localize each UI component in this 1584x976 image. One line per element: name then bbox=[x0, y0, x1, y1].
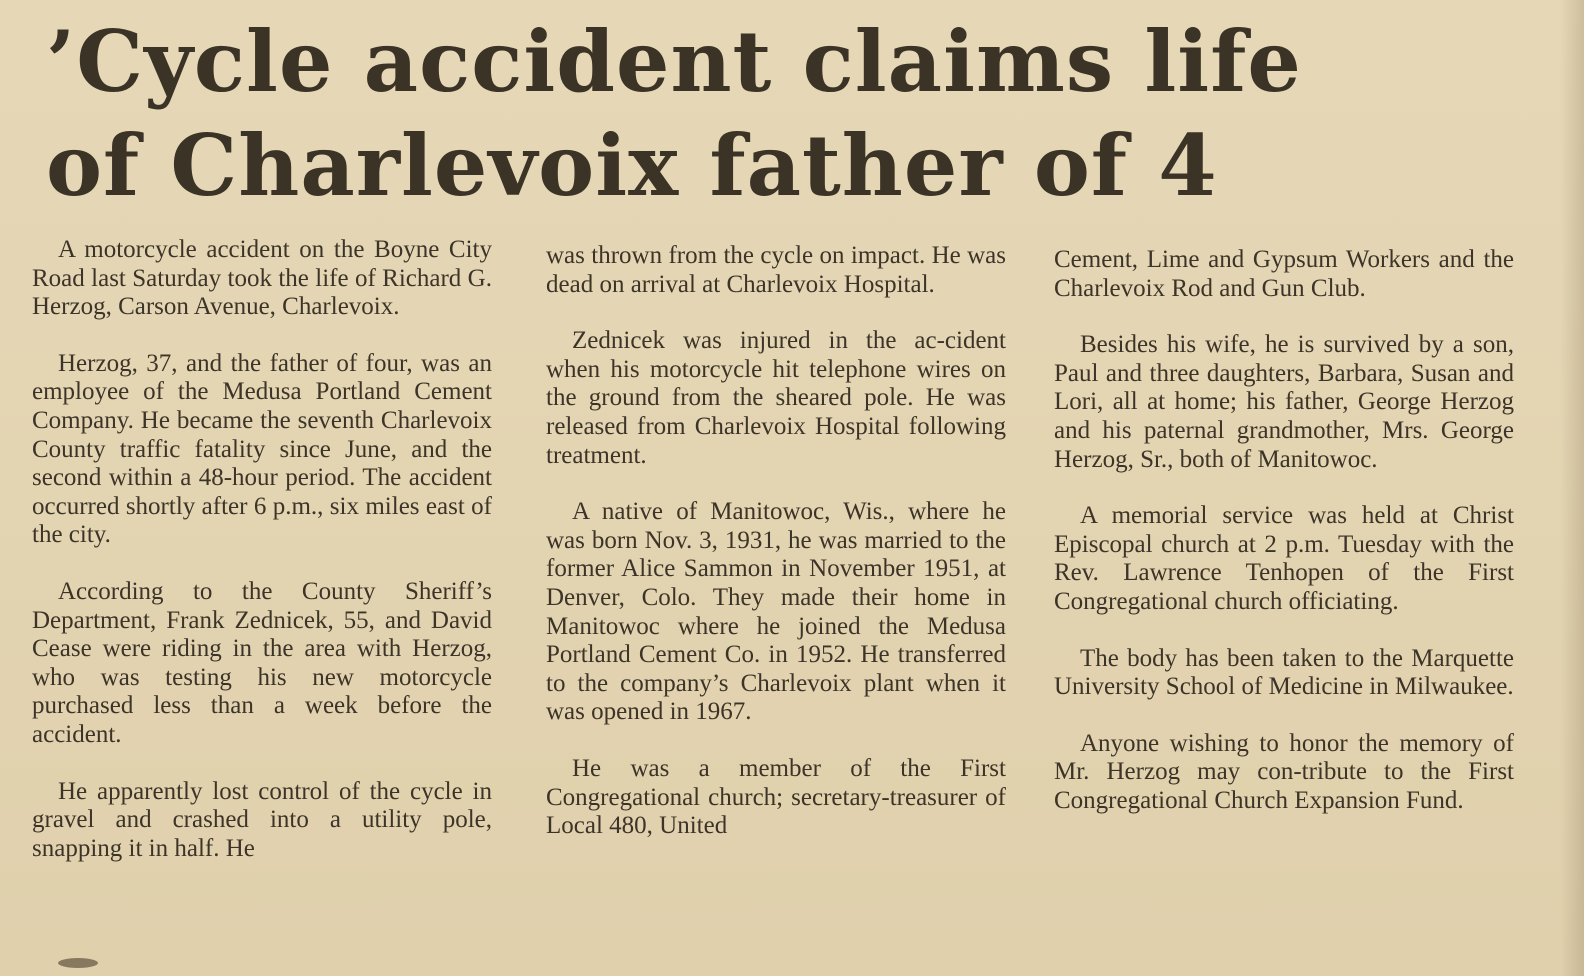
article-paragraph: He apparently lost control of the cycle in gravel and crashed into a utility pole, snapping it in half. He bbox=[32, 777, 492, 862]
article-paragraph: Cement, Lime and Gypsum Workers and the Charlevoix Rod and Gun Club. bbox=[1054, 246, 1514, 302]
article-paragraph: A native of Manitowoc, Wis., where he was born Nov. 3, 1931, he was married to the former Alice Sammon in November 1951, at Denver, Colo. They made their home in Manitowoc where he joined the Medusa Portland Cement Co. in 1952. He transferred to the company’s Charlevoix plant when it was opened in 1967. bbox=[546, 498, 1006, 726]
article-paragraph: was thrown from the cycle on impact. He was dead on arrival at Charlevoix Hospital. bbox=[546, 242, 1006, 298]
article-paragraph: Besides his wife, he is survived by a son, Paul and three daughters, Barbara, Susan and Lori, all at home; his father, George Herzog and his paternal grandmother, Mrs. George Herzog, Sr., both of Manitowoc. bbox=[1054, 331, 1514, 473]
article-paragraph: Anyone wishing to honor the memory of Mr. Herzog may con-tribute to the First Congregational Church Expansion Fund. bbox=[1054, 729, 1514, 814]
page-edge-shadow bbox=[1560, 0, 1584, 976]
article-paragraph: A memorial service was held at Christ Episcopal church at 2 p.m. Tuesday with the Rev. Lawrence Tenhopen of the First Congregational church officiating. bbox=[1054, 502, 1514, 615]
article-paragraph: According to the County Sheriff’s Department, Frank Zednicek, 55, and David Cease were riding in the area with Herzog, who was testing his new motorcycle purchased less than a week before the accident. bbox=[32, 577, 492, 748]
ink-smudge bbox=[58, 958, 98, 968]
article-paragraph: A motorcycle accident on the Boyne City Road last Saturday took the life of Richard G. Herzog, Carson Avenue, Charlevoix. bbox=[32, 236, 492, 321]
headline-line-1: ’Cycle accident claims life bbox=[46, 12, 1302, 111]
article-paragraph: Zednicek was injured in the ac-cident when his motorcycle hit telephone wires on the ground from the sheared pole. He was released from Charlevoix Hospital following treatment. bbox=[546, 327, 1006, 469]
article-column-1 bbox=[32, 236, 492, 891]
article-column-3 bbox=[1054, 246, 1514, 844]
article-column-2 bbox=[546, 242, 1006, 869]
article-paragraph: He was a member of the First Congregational church; secretary-treasurer of Local 480, United bbox=[546, 754, 1006, 840]
article-paragraph: Herzog, 37, and the father of four, was an employee of the Medusa Portland Cement Company. He became the seventh Charlevoix County traffic fatality since June, and the second within a 48-hour period. The accident occurred shortly after 6 p.m., six miles east of the city. bbox=[32, 349, 492, 549]
headline-line-2: of Charlevoix father of 4 bbox=[46, 116, 1218, 215]
headline bbox=[46, 10, 1302, 218]
article-paragraph: The body has been taken to the Marquette University School of Medicine in Milwaukee. bbox=[1054, 644, 1514, 701]
